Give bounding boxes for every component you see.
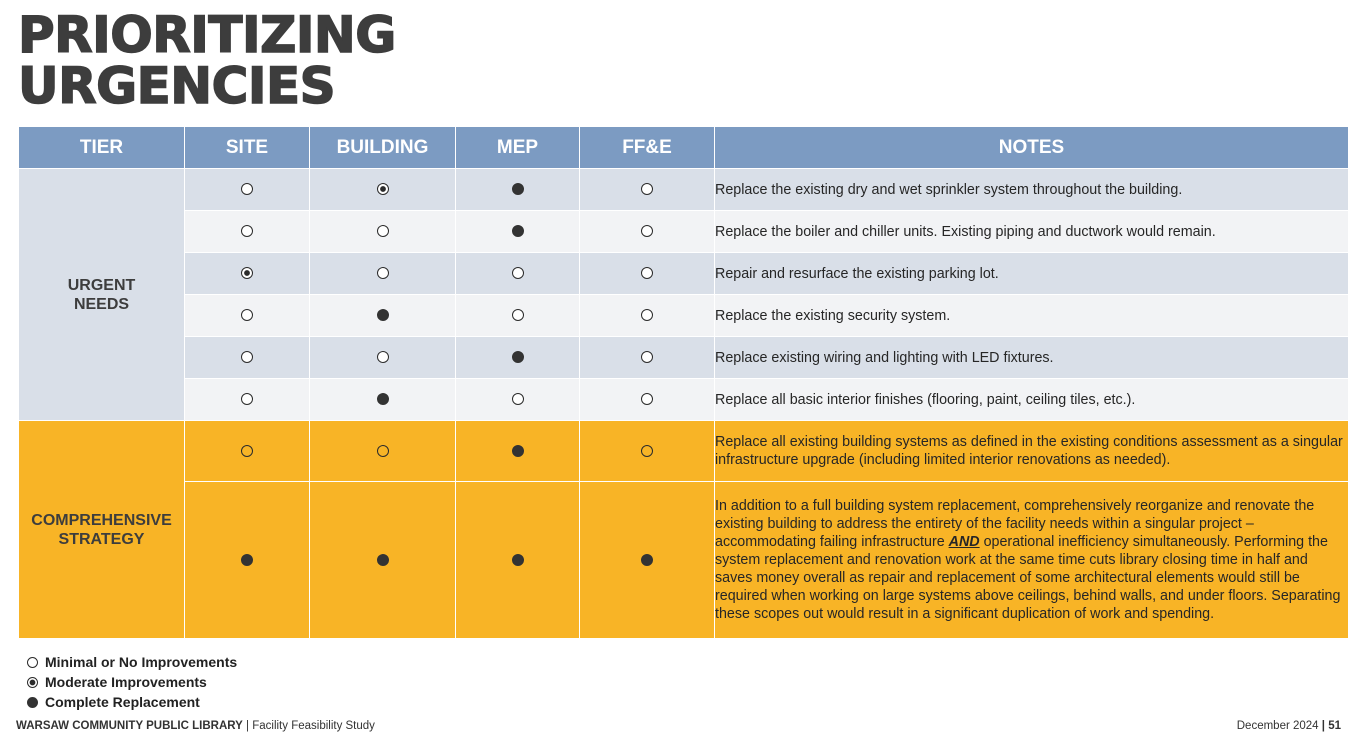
open-circle-icon: [377, 225, 389, 237]
mep-cell: [456, 295, 580, 337]
notes-cell: [715, 482, 1349, 639]
legend-label: Moderate Improvements: [45, 674, 207, 690]
open-circle-icon: [377, 445, 389, 457]
legend: [27, 652, 237, 712]
footer-right: [1237, 720, 1341, 732]
filled-circle-icon: [241, 554, 253, 566]
mep-cell: [456, 253, 580, 295]
page-title: [18, 6, 396, 115]
open-circle-icon: [241, 309, 253, 321]
notes-cell: Replace existing wiring and lighting with LED fixtures.: [715, 337, 1349, 379]
filled-circle-icon: [641, 554, 653, 566]
header-site: SITE: [185, 127, 310, 169]
open-circle-icon: [377, 267, 389, 279]
open-circle-icon: [641, 445, 653, 457]
legend-label: Complete Replacement: [45, 694, 200, 710]
legend-item-minimal: [27, 652, 237, 672]
ffe-cell: [580, 379, 715, 421]
ffe-cell: [580, 295, 715, 337]
building-cell: [310, 169, 456, 211]
filled-circle-icon: [512, 554, 524, 566]
mep-cell: [456, 421, 580, 482]
dotted-circle-icon: [27, 677, 38, 688]
prioritization-table: [18, 126, 1349, 639]
table-row: [19, 421, 1349, 482]
note-text: In addition to a full building system replacement, comprehensively reorganize and renovate the existing building to address the entirety of the facility needs within a singular project – accommodating failing infrastructure: [715, 498, 1315, 550]
open-circle-icon: [27, 657, 38, 668]
table-row: [19, 253, 1349, 295]
building-cell: [310, 295, 456, 337]
building-cell: [310, 379, 456, 421]
tier-label: COMPREHENSIVE: [31, 511, 172, 529]
filled-circle-icon: [27, 697, 38, 708]
dotted-circle-icon: [241, 267, 253, 279]
header-tier: TIER: [19, 127, 185, 169]
notes-cell: Replace all basic interior finishes (flooring, paint, ceiling tiles, etc.).: [715, 379, 1349, 421]
table-header-row: [19, 127, 1349, 169]
open-circle-icon: [641, 351, 653, 363]
building-cell: [310, 482, 456, 639]
header-notes: NOTES: [715, 127, 1349, 169]
page-title-line-1: PRIORITIZING: [18, 6, 396, 64]
filled-circle-icon: [377, 554, 389, 566]
open-circle-icon: [512, 393, 524, 405]
filled-circle-icon: [512, 225, 524, 237]
open-circle-icon: [512, 309, 524, 321]
notes-cell: Repair and resurface the existing parking lot.: [715, 253, 1349, 295]
page-number: 51: [1328, 720, 1341, 732]
footer-separator: |: [1321, 720, 1325, 732]
table-row: [19, 211, 1349, 253]
tier-comprehensive-strategy: [19, 421, 185, 639]
building-cell: [310, 421, 456, 482]
ffe-cell: [580, 169, 715, 211]
site-cell: [185, 379, 310, 421]
footer-date: December 2024: [1236, 720, 1319, 732]
ffe-cell: [580, 421, 715, 482]
table-row: [19, 337, 1349, 379]
footer-org: WARSAW COMMUNITY PUBLIC LIBRARY: [16, 720, 243, 732]
filled-circle-icon: [377, 309, 389, 321]
dotted-circle-icon: [377, 183, 389, 195]
note-emphasis: AND: [948, 534, 980, 550]
filled-circle-icon: [512, 445, 524, 457]
table-row: [19, 379, 1349, 421]
notes-cell: Replace all existing building systems as defined in the existing conditions assessment as a singular infrastructure upgrade (including limited interior renovations as needed).: [715, 421, 1349, 482]
ffe-cell: [580, 482, 715, 639]
notes-cell: Replace the boiler and chiller units. Existing piping and ductwork would remain.: [715, 211, 1349, 253]
filled-circle-icon: [377, 393, 389, 405]
table-row: [19, 295, 1349, 337]
page-title-line-2: URGENCIES: [18, 57, 336, 115]
open-circle-icon: [512, 267, 524, 279]
open-circle-icon: [641, 309, 653, 321]
site-cell: [185, 169, 310, 211]
site-cell: [185, 211, 310, 253]
mep-cell: [456, 379, 580, 421]
tier-label: NEEDS: [73, 295, 130, 313]
tier-urgent-needs: [19, 169, 185, 421]
notes-cell: Replace the existing dry and wet sprinkler system throughout the building.: [715, 169, 1349, 211]
open-circle-icon: [641, 183, 653, 195]
site-cell: [185, 421, 310, 482]
table-row: [19, 169, 1349, 211]
mep-cell: [456, 482, 580, 639]
open-circle-icon: [241, 183, 253, 195]
open-circle-icon: [641, 225, 653, 237]
building-cell: [310, 211, 456, 253]
open-circle-icon: [641, 393, 653, 405]
mep-cell: [456, 169, 580, 211]
open-circle-icon: [241, 445, 253, 457]
legend-item-moderate: [27, 672, 237, 692]
header-building: BUILDING: [310, 127, 456, 169]
site-cell: [185, 295, 310, 337]
filled-circle-icon: [512, 351, 524, 363]
open-circle-icon: [241, 393, 253, 405]
filled-circle-icon: [512, 183, 524, 195]
building-cell: [310, 253, 456, 295]
open-circle-icon: [377, 351, 389, 363]
open-circle-icon: [641, 267, 653, 279]
footer-left: [16, 720, 375, 732]
note-text: operational inefficiency simultaneously. Performing the system replacement and renovation work at the same time cuts library closing time in half and saves money overall as repair and replacement of some architectural elements would still be required when working on large systems above ceilings, behind walls, and under floors. Separating these scopes out would result in a significant duplication of work and spending.: [715, 534, 1341, 622]
header-mep: MEP: [456, 127, 580, 169]
legend-item-complete: [27, 692, 237, 712]
ffe-cell: [580, 211, 715, 253]
tier-label: URGENT: [67, 276, 136, 294]
footer-doc-title: Facility Feasibility Study: [252, 720, 375, 732]
legend-label: Minimal or No Improvements: [45, 654, 238, 670]
mep-cell: [456, 211, 580, 253]
mep-cell: [456, 337, 580, 379]
site-cell: [185, 482, 310, 639]
open-circle-icon: [241, 225, 253, 237]
tier-label: STRATEGY: [58, 530, 145, 548]
ffe-cell: [580, 253, 715, 295]
notes-cell: Replace the existing security system.: [715, 295, 1349, 337]
ffe-cell: [580, 337, 715, 379]
open-circle-icon: [241, 351, 253, 363]
footer-separator: |: [246, 720, 250, 732]
site-cell: [185, 337, 310, 379]
building-cell: [310, 337, 456, 379]
table-row: [19, 482, 1349, 639]
site-cell: [185, 253, 310, 295]
header-ffe: FF&E: [580, 127, 715, 169]
